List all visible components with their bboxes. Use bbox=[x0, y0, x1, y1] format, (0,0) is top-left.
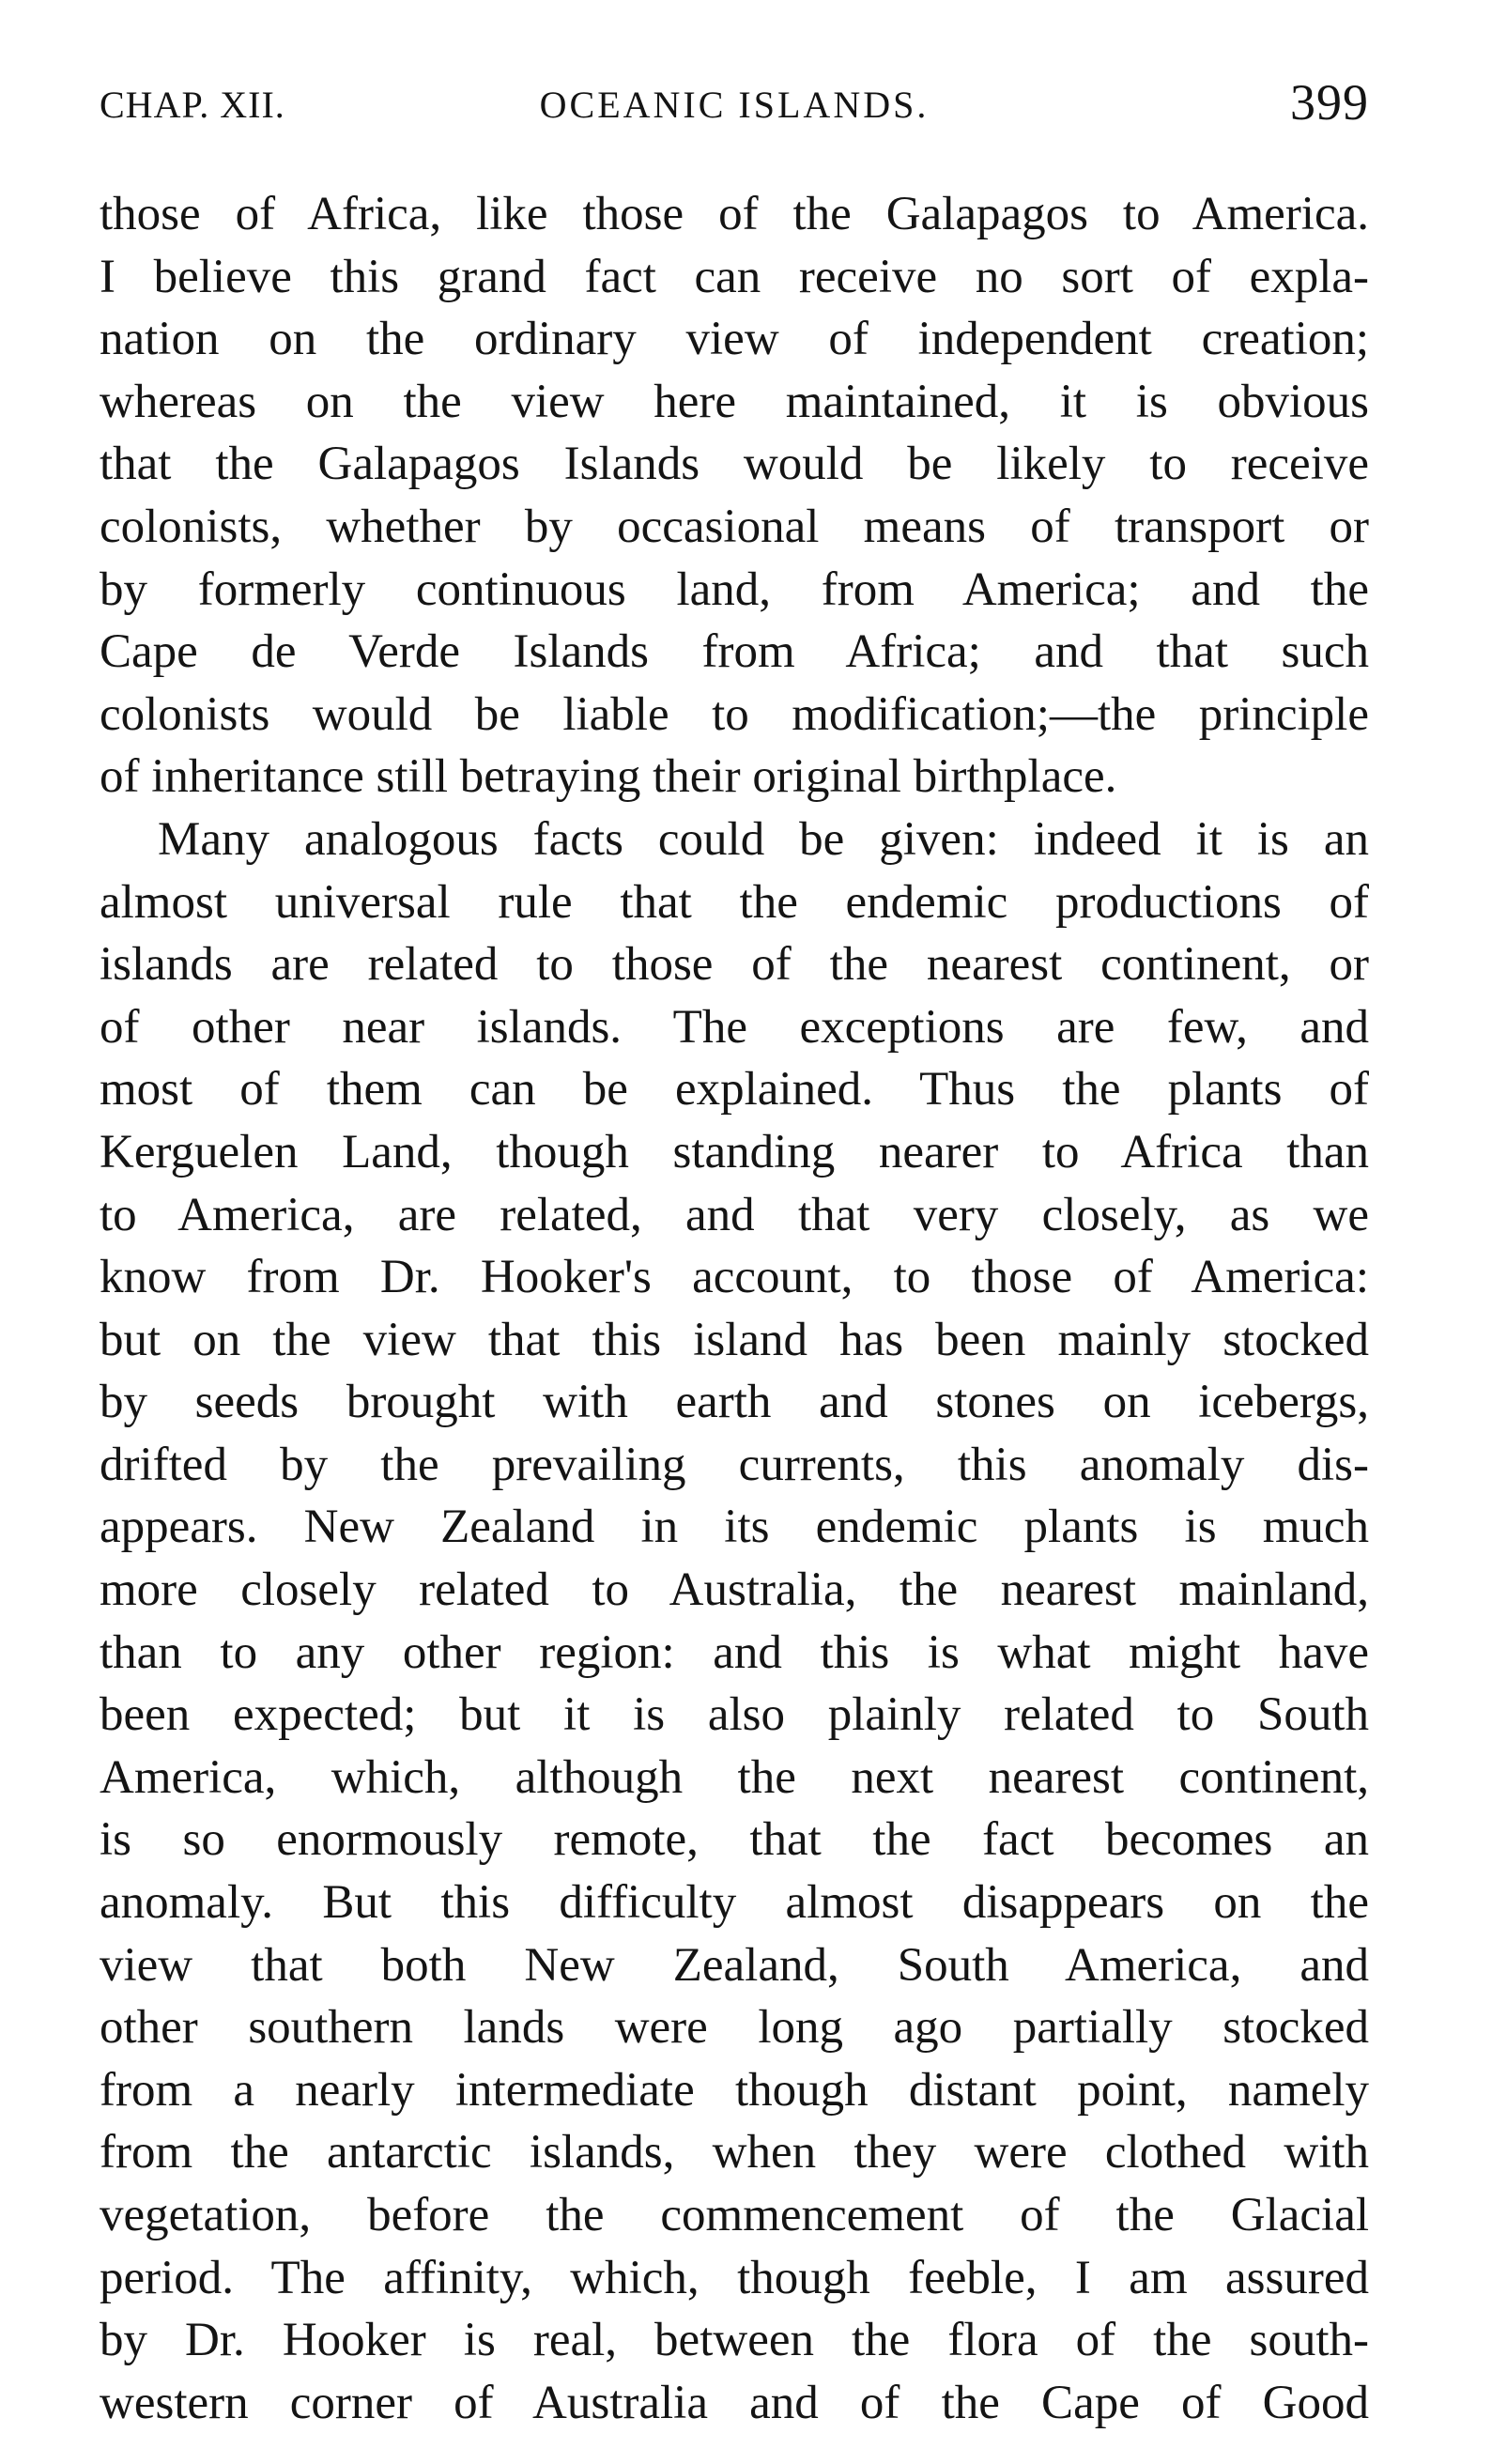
text-line: period. The affinity, which, though feeble, I am assured bbox=[100, 2251, 1369, 2304]
text-line: nation on the ordinary view of independent creation; bbox=[100, 313, 1369, 366]
text-line: almost universal rule that the endemic productions of bbox=[100, 875, 1369, 929]
text-line: by formerly continuous land, from America; and the bbox=[100, 562, 1369, 616]
text-line: by Dr. Hooker is real, between the flora of the south- bbox=[100, 2314, 1369, 2367]
text-line: been expected; but it is also plainly related to South bbox=[100, 1688, 1369, 1742]
text-line: is so enormously remote, that the fact becomes an bbox=[100, 1813, 1369, 1867]
text-line: anomaly. But this difficulty almost disappears on the bbox=[100, 1876, 1369, 1930]
text-line: colonists would be liable to modification;—the principle bbox=[100, 687, 1369, 741]
text-line: vegetation, before the commencement of the Glacial bbox=[100, 2189, 1369, 2241]
text-line: of inheritance still betraying their original birthplace. bbox=[100, 750, 1117, 804]
body-text bbox=[100, 183, 1369, 2434]
text-line: western corner of Australia and of the Cape of Good bbox=[100, 2376, 1369, 2429]
chapter-label: CHAP. XII. bbox=[100, 84, 285, 126]
text-line: other southern lands were long ago partially stocked bbox=[100, 2001, 1369, 2055]
text-line: Kerguelen Land, though standing nearer to Africa than bbox=[100, 1125, 1369, 1178]
text-line: to America, are related, and that very closely, as we bbox=[100, 1188, 1369, 1241]
text-line: more closely related to Australia, the nearest mainland, bbox=[100, 1563, 1369, 1617]
text-line: view that both New Zealand, South America, and bbox=[100, 1938, 1369, 1992]
text-line: islands are related to those of the nearest continent, or bbox=[100, 938, 1369, 992]
text-line: Cape de Verde Islands from Africa; and that such bbox=[100, 625, 1369, 679]
paragraph-first-line: Many analogous facts could be given: indeed it is an bbox=[158, 812, 1369, 866]
text-line: of other near islands. The exceptions are few, and bbox=[100, 1000, 1369, 1054]
page-number: 399 bbox=[1290, 74, 1369, 131]
text-line: from the antarctic islands, when they were clothed with bbox=[100, 2126, 1369, 2179]
text-line: colonists, whether by occasional means of transport or bbox=[100, 500, 1369, 553]
text-line: whereas on the view here maintained, it is obvious bbox=[100, 375, 1369, 428]
text-line: that the Galapagos Islands would be likely to receive bbox=[100, 438, 1369, 491]
text-line: drifted by the prevailing currents, this anomaly dis- bbox=[100, 1438, 1369, 1491]
text-line: than to any other region: and this is what might have bbox=[100, 1625, 1369, 1679]
chapter-title: OCEANIC ISLANDS. bbox=[539, 84, 930, 126]
text-line: I believe this grand fact can receive no sort of expla- bbox=[100, 250, 1369, 303]
text-line: appears. New Zealand in its endemic plants is much bbox=[100, 1501, 1369, 1554]
text-line: America, which, although the next nearest continent, bbox=[100, 1750, 1369, 1804]
text-line: most of them can be explained. Thus the plants of bbox=[100, 1063, 1369, 1116]
running-head bbox=[100, 73, 1369, 141]
text-line: but on the view that this island has been mainly stocked bbox=[100, 1313, 1369, 1366]
text-line: from a nearly intermediate though distant point, namely bbox=[100, 2063, 1369, 2117]
text-line: by seeds brought with earth and stones on icebergs, bbox=[100, 1376, 1369, 1429]
text-line: know from Dr. Hooker's account, to those of America: bbox=[100, 1251, 1369, 1304]
text-line: those of Africa, like those of the Galapagos to America. bbox=[100, 188, 1369, 240]
